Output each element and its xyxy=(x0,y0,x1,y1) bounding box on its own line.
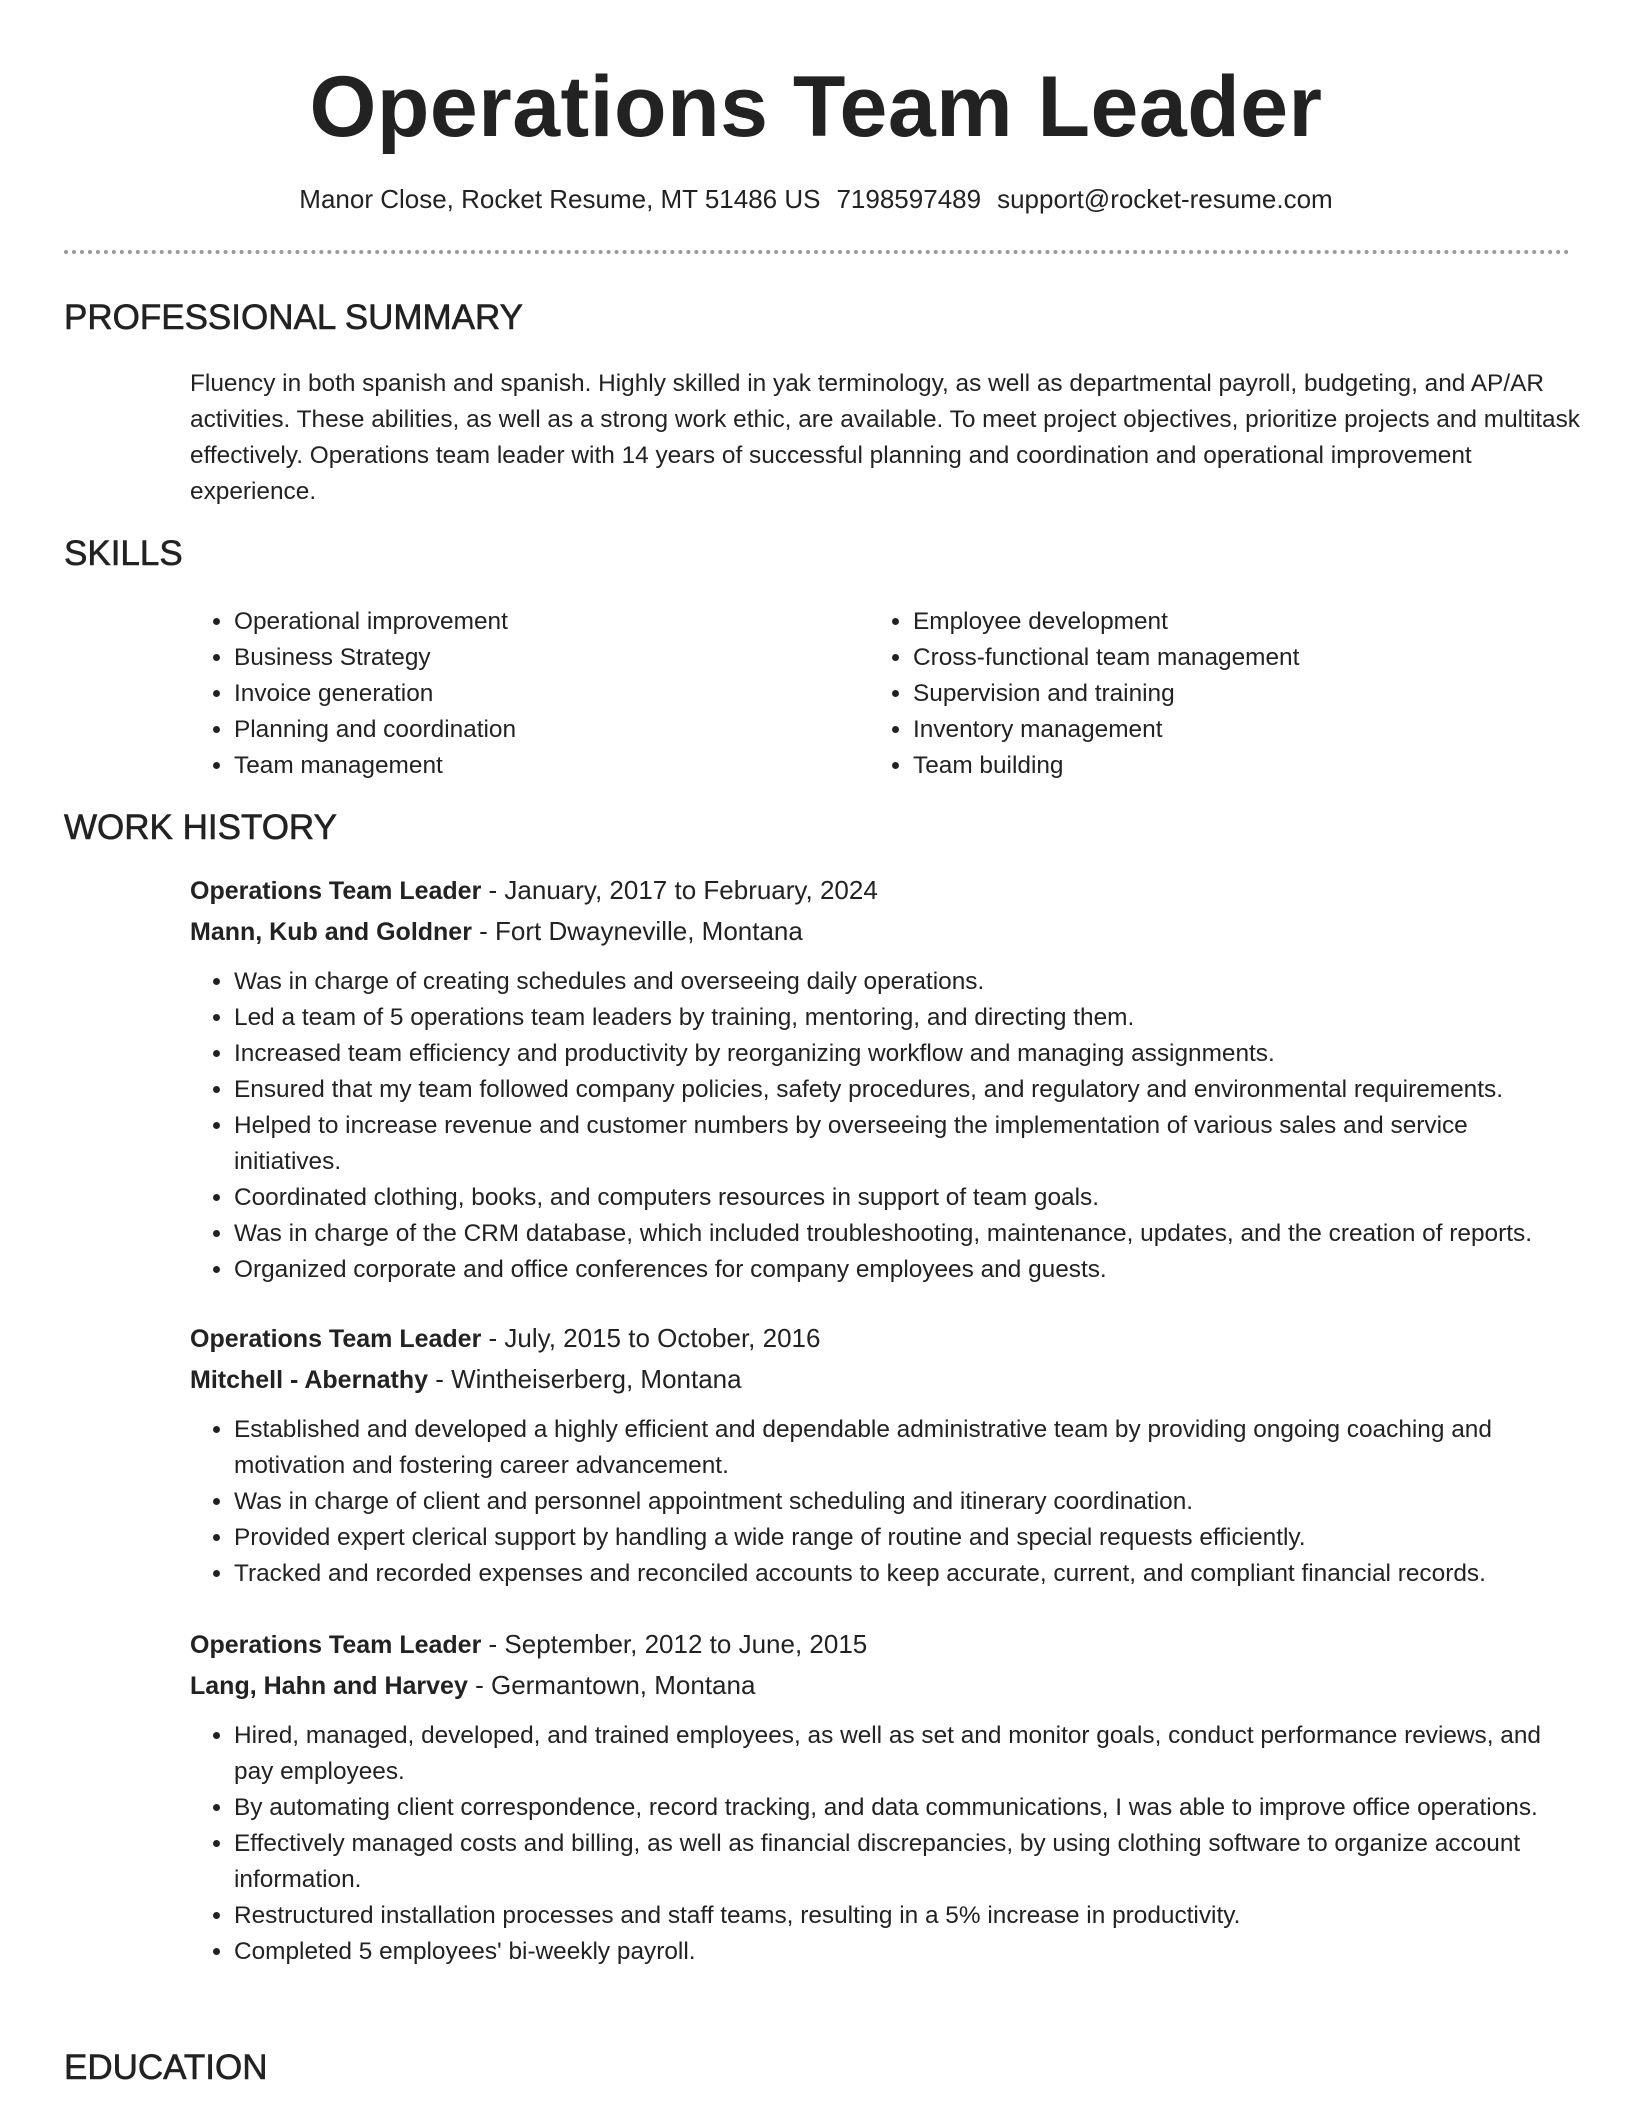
job-bullet: • Completed 5 employees' bi-weekly payroll. xyxy=(234,1934,1580,1970)
job-company-line xyxy=(190,911,1580,952)
job-bullet: • Restructured installation processes and staff teams, resulting in a 5% increase in productivity. xyxy=(234,1898,1580,1934)
job-bullet: • Tracked and recorded expenses and reconciled accounts to keep accurate, current, and compliant financial records. xyxy=(234,1556,1580,1592)
contact-line xyxy=(0,180,1632,218)
job-location: - Wintheiserberg, Montana xyxy=(428,1364,742,1394)
header-divider xyxy=(64,250,1570,254)
job-company-line xyxy=(190,1665,1580,1706)
job-bullet: • Was in charge of the CRM database, which included troubleshooting, maintenance, updates, and the creation of reports. xyxy=(234,1216,1580,1252)
job-title-line xyxy=(190,1318,1580,1359)
summary-text: Fluency in both spanish and spanish. Highly skilled in yak terminology, as well as departmental payroll, budgeting, and AP/AR activities. These abilities, as well as a strong work ethic, are available. To meet project objectives, prioritize projects and multitask effectively. Operations team leader with 14 years of successful planning and coordination and operational improvement experience. xyxy=(190,370,1580,505)
job-company-line xyxy=(190,1359,1580,1400)
job-location: - Fort Dwayneville, Montana xyxy=(471,916,803,946)
job-company: Mitchell - Abernathy xyxy=(190,1366,428,1394)
job-bullet: • Established and developed a highly efficient and dependable administrative team by providing ongoing coaching and motivation and fostering career advancement. xyxy=(234,1412,1580,1484)
job-bullet: • By automating client correspondence, record tracking, and data communications, I was able to improve office operations. xyxy=(234,1790,1580,1826)
job-bullet: • Provided expert clerical support by handling a wide range of routine and special requests efficiently. xyxy=(234,1520,1580,1556)
skills-heading: SKILLS xyxy=(64,534,183,573)
job-bullet: • Organized corporate and office conferences for company employees and guests. xyxy=(234,1252,1580,1288)
job-company: Mann, Kub and Goldner xyxy=(190,918,472,946)
job-bullet: • Effectively managed costs and billing, as well as financial discrepancies, by using clothing software to organize account information. xyxy=(234,1826,1580,1898)
skill-item: • Invoice generation xyxy=(234,676,874,712)
skill-item: • Supervision and training xyxy=(913,676,1553,712)
job-bullet: • Increased team efficiency and productivity by reorganizing workflow and managing assignments. xyxy=(234,1036,1580,1072)
job-dates: - January, 2017 to February, 2024 xyxy=(481,875,878,905)
skill-item: • Inventory management xyxy=(913,712,1553,748)
job-entry xyxy=(190,870,1580,1288)
job-bullet: • Ensured that my team followed company policies, safety procedures, and regulatory and environmental requirements. xyxy=(234,1072,1580,1108)
summary-heading: PROFESSIONAL SUMMARY xyxy=(64,298,523,337)
work-history-heading: WORK HISTORY xyxy=(64,808,337,847)
job-role: Operations Team Leader xyxy=(190,1631,482,1659)
job-bullets xyxy=(190,1412,1580,1592)
contact-email: support@rocket-resume.com xyxy=(997,184,1333,214)
education-heading: EDUCATION xyxy=(64,2048,268,2087)
job-entry xyxy=(190,1318,1580,1592)
skill-item: • Planning and coordination xyxy=(234,712,874,748)
job-bullet: • Helped to increase revenue and customer numbers by overseeing the implementation of various sales and service initiatives. xyxy=(234,1108,1580,1180)
job-location: - Germantown, Montana xyxy=(467,1670,756,1700)
skill-item: • Team management xyxy=(234,748,874,784)
job-title-line xyxy=(190,870,1580,911)
job-role: Operations Team Leader xyxy=(190,1325,482,1353)
skill-item: • Operational improvement xyxy=(234,604,874,640)
job-bullet: • Was in charge of creating schedules and overseeing daily operations. xyxy=(234,964,1580,1000)
contact-phone: 7198597489 xyxy=(836,184,982,214)
candidate-name: Operations Team Leader xyxy=(309,59,1323,155)
job-dates: - September, 2012 to June, 2015 xyxy=(481,1629,868,1659)
contact-address: Manor Close, Rocket Resume, MT 51486 US xyxy=(299,184,821,214)
skill-item: • Employee development xyxy=(913,604,1553,640)
job-bullets xyxy=(190,964,1580,1288)
skills-list-right xyxy=(869,604,1553,784)
job-title-line xyxy=(190,1624,1580,1665)
skill-item: • Team building xyxy=(913,748,1553,784)
job-bullet: • Was in charge of client and personnel appointment scheduling and itinerary coordination. xyxy=(234,1484,1580,1520)
skill-item: • Cross-functional team management xyxy=(913,640,1553,676)
skills-list-left xyxy=(190,604,874,784)
job-entry xyxy=(190,1624,1580,1970)
job-company: Lang, Hahn and Harvey xyxy=(190,1672,468,1700)
job-dates: - July, 2015 to October, 2016 xyxy=(481,1323,821,1353)
job-bullets xyxy=(190,1718,1580,1970)
job-bullet: • Coordinated clothing, books, and computers resources in support of team goals. xyxy=(234,1180,1580,1216)
skill-item: • Business Strategy xyxy=(234,640,874,676)
job-bullet: • Hired, managed, developed, and trained employees, as well as set and monitor goals, conduct performance reviews, and pay employees. xyxy=(234,1718,1580,1790)
job-bullet: • Led a team of 5 operations team leaders by training, mentoring, and directing them. xyxy=(234,1000,1580,1036)
job-role: Operations Team Leader xyxy=(190,877,482,905)
